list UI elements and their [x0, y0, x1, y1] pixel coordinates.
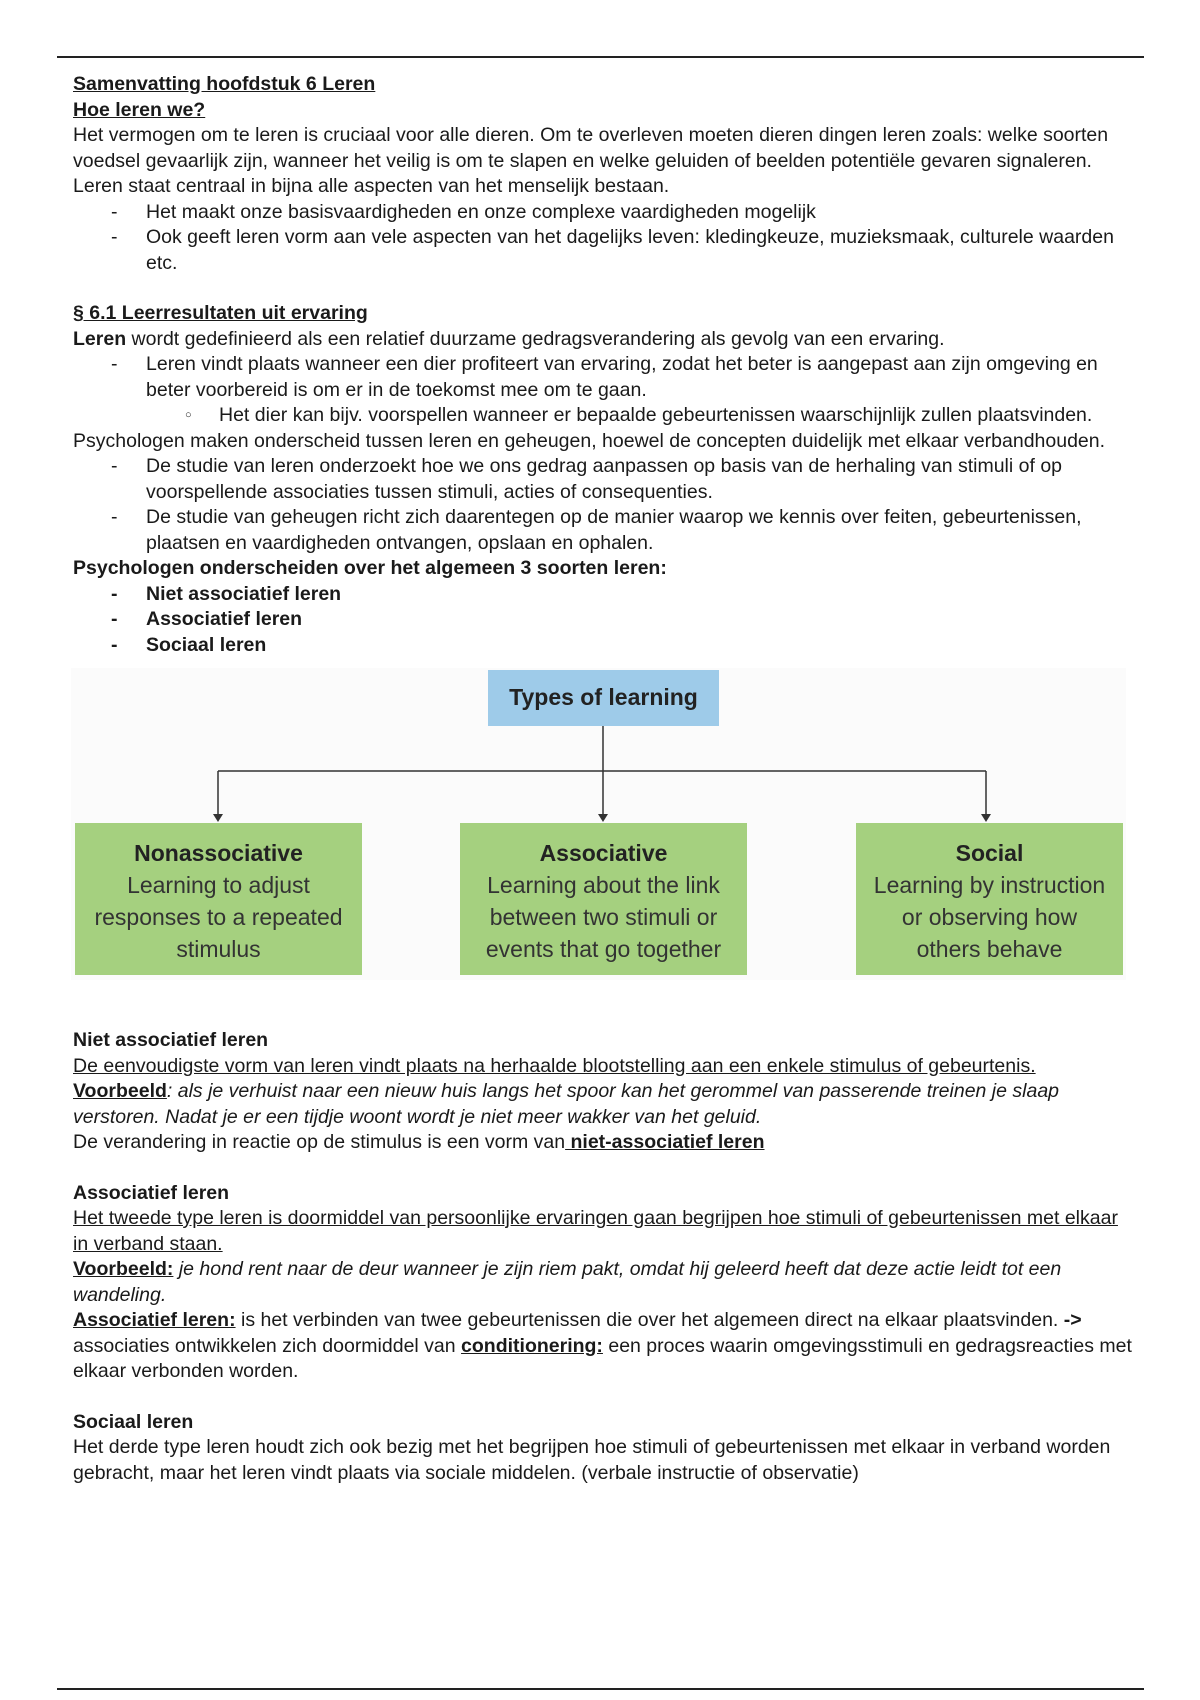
- document-title: Samenvatting hoofdstuk 6 Leren: [73, 73, 376, 95]
- definition-text: wordt gedefinieerd als een relatief duurzame gedragsverandering als gevolg van een ervaring.: [126, 327, 945, 350]
- box-line: between two stimuli or: [489, 904, 718, 930]
- definition-paragraph: [73, 327, 1133, 353]
- example-label: Voorbeeld: [73, 1080, 167, 1102]
- box-line: responses to a repeated: [94, 904, 343, 930]
- term-text: is het verbinden van twee gebeurtenissen die over het algemeen direct na elkaar plaatsvinden.: [235, 1309, 1064, 1331]
- sociaal-text: Het derde type leren houdt zich ook bezig met het begrijpen hoe stimuli of gebeurtenissen met elkaar in verband worden gebracht, maar het leren vindt plaats via sociale middelen. (verbale instructie of observatie): [73, 1436, 1111, 1484]
- conclusion-text: De verandering in reactie op de stimulus is een vorm van: [73, 1131, 566, 1153]
- conditioning-label: conditionering:: [461, 1334, 603, 1357]
- box-line: events that go together: [485, 936, 722, 962]
- memory-bullets: [73, 454, 1133, 556]
- associative-box: [460, 823, 747, 975]
- social-box: [856, 823, 1123, 975]
- associatief-definition: Het tweede type leren is doormiddel van persoonlijke ervaringen gaan begrijpen hoe stimuli of gebeurtenissen met elkaar in verband staan.: [73, 1207, 1118, 1255]
- list-item: - De studie van geheugen richt zich daarentegen op de manier waarop we kennis over feiten, gebeurtenissen, plaatsen en vaardigheden ontvangen, opslaan en ophalen.: [146, 505, 1133, 556]
- section61-bullets: [73, 352, 1133, 429]
- box-line: stimulus: [176, 936, 261, 962]
- sub-list-item: ○ Het dier kan bijv. voorspellen wanneer er bepaalde gebeurtenissen waarschijnlijk zullen plaatsvinden.: [219, 403, 1133, 429]
- box-title: Nonassociative: [134, 840, 303, 866]
- box-title: Social: [955, 840, 1024, 866]
- conclusion-term: niet-associatief leren: [565, 1131, 765, 1153]
- box-line: others behave: [916, 936, 1063, 962]
- types-intro: Psychologen onderscheiden over het algemeen 3 soorten leren:: [73, 557, 667, 579]
- intro-paragraph: Het vermogen om te leren is cruciaal voor alle dieren. Om te overleven moeten dieren dingen leren zoals: welke soorten voedsel gevaarlijk zijn, wanneer het veilig is om te slapen en welke geluiden of beelden potentiële gevaren signaleren. Leren staat centraal in bijna alle aspecten van het menselijk bestaan.: [73, 124, 1109, 197]
- arrow-symbol: ->: [1063, 1309, 1082, 1331]
- niet-associatief-example: [73, 1079, 1133, 1130]
- diagram-root-node: Types of learning: [488, 670, 719, 726]
- sub-bullets: [146, 403, 1133, 429]
- box-title: Associative: [539, 840, 668, 866]
- niet-associatief-heading: Niet associatief leren: [73, 1029, 269, 1051]
- term-text-2: associaties ontwikkelen zich doormiddel van: [73, 1334, 462, 1357]
- list-item: - Het maakt onze basisvaardigheden en onze complexe vaardigheden mogelijk: [146, 200, 1133, 226]
- nonassociative-box: [75, 823, 362, 975]
- box-line: Learning about the link: [487, 872, 720, 898]
- definition-term: Leren: [73, 327, 127, 350]
- types-of-learning-diagram: [71, 668, 1126, 980]
- list-item: - Associatief leren: [146, 607, 1133, 633]
- niet-associatief-definition: De eenvoudigste vorm van leren vindt plaats na herhaalde blootstelling aan een enkele stimulus of gebeurtenis.: [73, 1054, 1036, 1077]
- types-list: [73, 582, 1133, 659]
- list-item-text: Leren vindt plaats wanneer een dier profiteert van ervaring, zodat het beter is aangepast aan zijn omgeving en beter voorbereid is om er in de toekomst mee om te gaan.: [146, 353, 1098, 401]
- list-item: - De studie van leren onderzoekt hoe we ons gedrag aanpassen op basis van de herhaling van stimuli of op voorspellende associaties tussen stimuli, acties of consequenties.: [146, 454, 1133, 505]
- memory-paragraph: Psychologen maken onderscheid tussen leren en geheugen, hoewel de concepten duidelijk met elkaar verbandhouden.: [73, 429, 1106, 452]
- section-heading-6-1: § 6.1 Leerresultaten uit ervaring: [73, 302, 368, 324]
- intro-bullets: [73, 200, 1133, 277]
- example-text: je hond rent naar de deur wanneer je zijn riem pakt, omdat hij geleerd heeft dat deze actie leidt tot een wandeling.: [73, 1258, 1062, 1306]
- box-line: Learning to adjust: [127, 872, 310, 898]
- associatief-term-paragraph: [73, 1308, 1133, 1385]
- top-rule: [57, 56, 1144, 58]
- conditioning-text: een proces waarin omgevingsstimuli en gedragsreacties met elkaar verbonden worden.: [73, 1334, 1132, 1382]
- list-item: - Niet associatief leren: [146, 582, 1133, 608]
- document-body: [73, 72, 1133, 1486]
- sociaal-heading: Sociaal leren: [73, 1410, 194, 1433]
- associatief-example: [73, 1257, 1133, 1308]
- associatief-heading: Associatief leren: [73, 1181, 230, 1204]
- bottom-rule: [57, 1688, 1144, 1690]
- list-item: [146, 352, 1133, 429]
- example-text: : als je verhuist naar een nieuw huis langs het spoor kan het gerommel van passerende treinen je slaap verstoren. Nadat je er een tijdje woont wordt je niet meer wakker van het geluid.: [73, 1080, 1060, 1128]
- intro-heading: Hoe leren we?: [73, 98, 206, 121]
- box-line: Learning by instruction: [873, 872, 1106, 898]
- box-line: or observing how: [901, 904, 1078, 930]
- list-item: - Sociaal leren: [146, 633, 1133, 659]
- list-item: - Ook geeft leren vorm aan vele aspecten van het dagelijks leven: kledingkeuze, muzieksmaak, culturele waarden etc.: [146, 225, 1133, 276]
- example-label: Voorbeeld:: [73, 1258, 174, 1280]
- niet-associatief-conclusion: [73, 1130, 1133, 1156]
- term-label: Associatief leren:: [73, 1309, 236, 1331]
